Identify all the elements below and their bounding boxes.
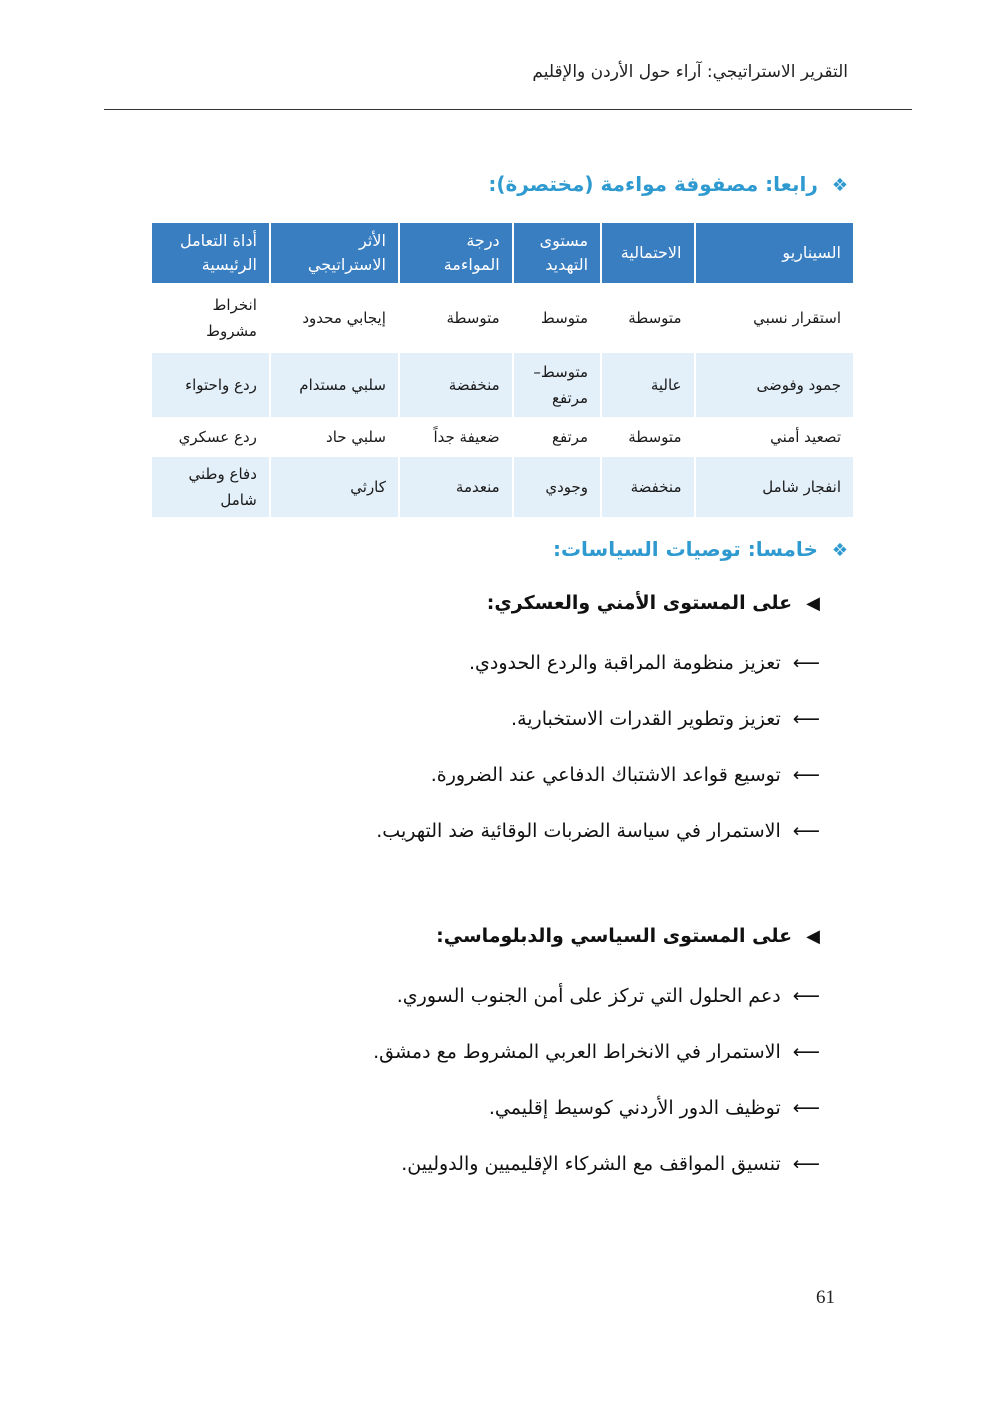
diamond-bullet-icon: ❖ (831, 175, 848, 196)
table-cell: مرتفع (514, 419, 600, 455)
subheading-text: على المستوى الأمني والعسكري: (486, 592, 793, 614)
page-number: 61 (816, 1287, 835, 1308)
list-item (120, 981, 820, 1037)
table-cell: ردع عسكري (152, 419, 269, 455)
subheading-political (120, 925, 820, 947)
arrow-left-icon: ⟵ (792, 1041, 820, 1063)
table-row (152, 419, 853, 455)
running-header: التقرير الاستراتيجي: آراء حول الأردن والإقليم (532, 62, 848, 82)
arrow-left-icon: ⟵ (792, 1153, 820, 1175)
table-cell: منخفضة (602, 457, 693, 517)
table-cell: متوسطة (400, 285, 512, 351)
table-cell: انخراط مشروط (152, 285, 269, 351)
list-item-text: توظيف الدور الأردني كوسيط إقليمي. (488, 1097, 781, 1119)
security-recommendations-list (120, 648, 820, 872)
column-header: الأثر الاستراتيجي (271, 223, 398, 283)
table-row (152, 457, 853, 517)
table-cell: منخفضة (400, 353, 512, 417)
list-item-text: دعم الحلول التي تركز على أمن الجنوب السوري. (396, 985, 781, 1007)
table-cell: استقرار نسبي (696, 285, 854, 351)
arrow-left-icon: ⟵ (792, 985, 820, 1007)
arrow-left-icon: ⟵ (792, 652, 820, 674)
list-item (120, 816, 820, 872)
table-cell: ردع واحتواء (152, 353, 269, 417)
section-heading-recommendations (128, 537, 848, 561)
header-divider (104, 109, 912, 110)
table-cell: سلبي مستدام (271, 353, 398, 417)
table-cell: إيجابي محدود (271, 285, 398, 351)
list-item-text: تعزيز وتطوير القدرات الاستخبارية. (511, 708, 781, 730)
column-header: الاحتمالية (602, 223, 693, 283)
arrow-left-icon: ⟵ (792, 764, 820, 786)
table-cell: متوسطة (602, 285, 693, 351)
table-cell: ضعيفة جداً (400, 419, 512, 455)
section-heading-matrix (128, 172, 848, 196)
table-cell: متوسط– مرتفع (514, 353, 600, 417)
column-header: السيناريو (696, 223, 854, 283)
list-item (120, 1149, 820, 1205)
list-item (120, 1093, 820, 1149)
list-item (120, 648, 820, 704)
alignment-matrix-table (150, 221, 855, 519)
table-cell: تصعيد أمني (696, 419, 854, 455)
list-item (120, 704, 820, 760)
table-cell: انفجار شامل (696, 457, 854, 517)
list-item-text: تعزيز منظومة المراقبة والردع الحدودي. (469, 652, 781, 674)
list-item (120, 760, 820, 816)
table-cell: دفاع وطني شامل (152, 457, 269, 517)
table-cell: سلبي حاد (271, 419, 398, 455)
list-item (120, 1037, 820, 1093)
triangle-bullet-icon: ◀ (806, 593, 820, 614)
column-header: أداة التعامل الرئيسية (152, 223, 269, 283)
list-item-text: تنسيق المواقف مع الشركاء الإقليميين والدوليين. (401, 1153, 781, 1175)
section-heading-text: خامسا: توصيات السياسات: (552, 537, 818, 561)
section-heading-text: رابعا: مصفوفة مواءمة (مختصرة): (488, 172, 818, 196)
table-cell: عالية (602, 353, 693, 417)
political-recommendations-list (120, 981, 820, 1205)
list-item-text: توسيع قواعد الاشتباك الدفاعي عند الضرورة. (430, 764, 781, 786)
subheading-text: على المستوى السياسي والدبلوماسي: (436, 925, 793, 947)
table-row (152, 353, 853, 417)
arrow-left-icon: ⟵ (792, 708, 820, 730)
subheading-security (120, 592, 820, 614)
triangle-bullet-icon: ◀ (806, 926, 820, 947)
table-cell: كارثي (271, 457, 398, 517)
table-header-row (152, 223, 853, 283)
table-cell: وجودي (514, 457, 600, 517)
table-cell: جمود وفوضى (696, 353, 854, 417)
table-cell: متوسط (514, 285, 600, 351)
table-cell: متوسطة (602, 419, 693, 455)
list-item-text: الاستمرار في سياسة الضربات الوقائية ضد التهريب. (376, 820, 781, 842)
table-cell: منعدمة (400, 457, 512, 517)
column-header: درجة المواءمة (400, 223, 512, 283)
arrow-left-icon: ⟵ (792, 1097, 820, 1119)
diamond-bullet-icon: ❖ (831, 540, 848, 561)
table-row (152, 285, 853, 351)
list-item-text: الاستمرار في الانخراط العربي المشروط مع دمشق. (373, 1041, 781, 1063)
arrow-left-icon: ⟵ (792, 820, 820, 842)
column-header: مستوى التهديد (514, 223, 600, 283)
